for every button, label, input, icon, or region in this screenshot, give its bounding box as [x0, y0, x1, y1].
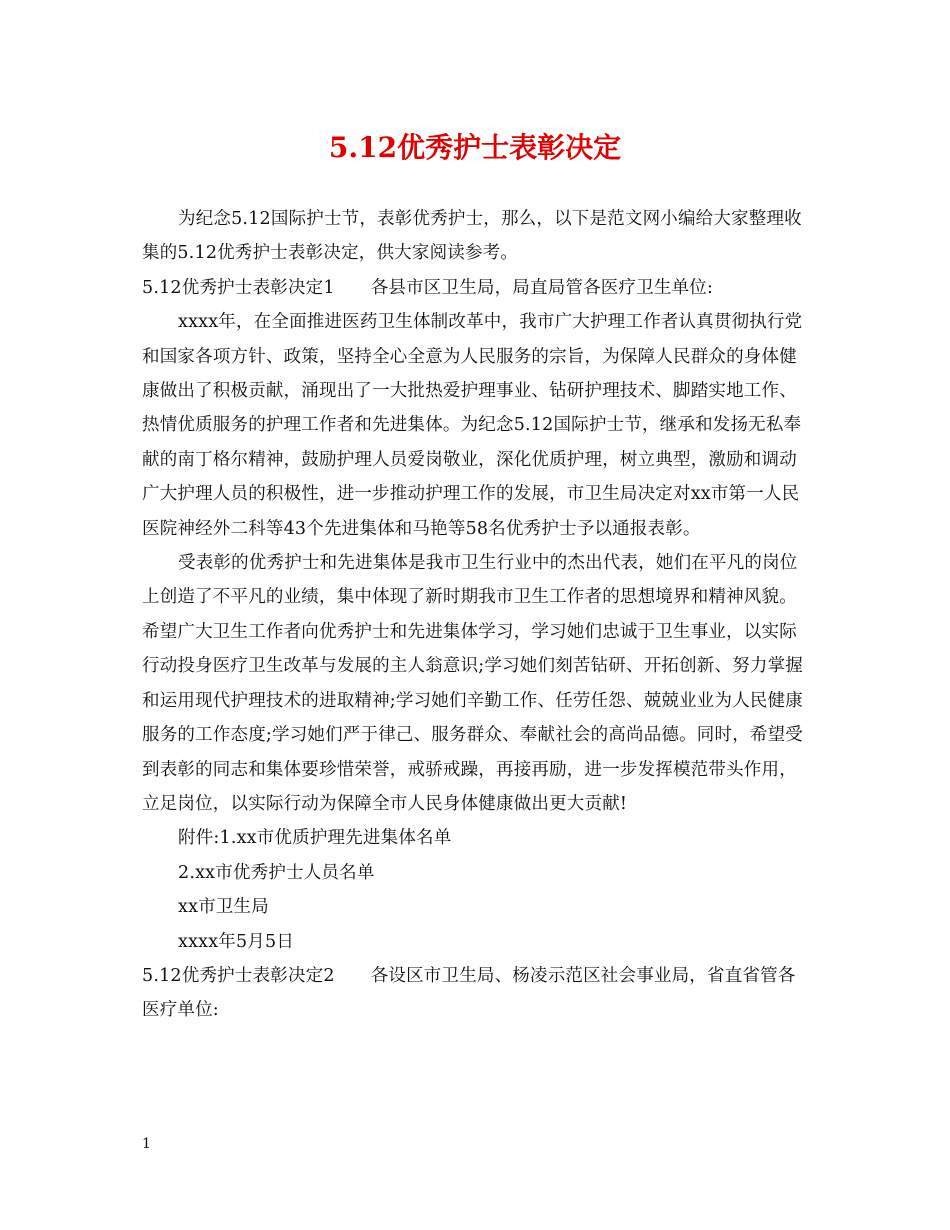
section-1-addressee: 各县市区卫生局，局直局管各医疗卫生单位:: [370, 277, 714, 298]
document-title: 5.12优秀护士表彰决定: [328, 131, 622, 164]
section-2-line: [142, 959, 810, 1028]
section-2-heading: 5.12优秀护士表彰决定2: [142, 965, 335, 986]
body-paragraph-1: xxxx年，在全面推进医药卫生体制改革中，我市广大护理工作者认真贯彻执行党和国家各项方针、政策，坚持全心全意为人民服务的宗旨，为保障人民群众的身体健康做出了积极贡献，涌现出了一大批热爱护理事业、钻研护理技术、脚踏实地工作、热情优质服务的护理工作者和先进集体。为纪念5.12国际护士节，继承和发扬无私奉献的南丁格尔精神，鼓励护理人员爱岗敬业，深化优质护理，树立典型，激励和调动广大护理人员的积极性，进一步推动护理工作的发展，市卫生局决定对xx市第一人民医院神经外二科等43个先进集体和马艳等58名优秀护士予以通报表彰。: [142, 312, 803, 539]
section-1-heading: 5.12优秀护士表彰决定1: [142, 277, 335, 298]
signature-issuer: xx市卫生局: [178, 897, 269, 918]
signature-date: xxxx年5月5日: [178, 931, 295, 952]
attachment-line-1: 附件:1.xx市优质护理先进集体名单: [178, 828, 452, 849]
attachment-line-2: 2.xx市优秀护士人员名单: [178, 862, 375, 883]
page-number: 1: [142, 1136, 151, 1152]
section-2-addressee: 各设区市卫生局、杨凌示范区社会事业局，省直省管各医疗单位:: [142, 965, 796, 1021]
section-1-line: [142, 271, 810, 305]
body-paragraph-2: 受表彰的优秀护士和先进集体是我市卫生行业中的杰出代表，她们在平凡的岗位上创造了不平凡的业绩，集中体现了新时期我市卫生工作者的思想境界和精神风貌。希望广大卫生工作者向优秀护士和先进集体学习，学习她们忠诚于卫生事业，以实际行动投身医疗卫生改革与发展的主人翁意识;学习她们刻苦钻研、开拓创新、努力掌握和运用现代护理技术的进取精神;学习她们辛勤工作、任劳任怨、兢兢业业为人民健康服务的工作态度;学习她们严于律己、服务群众、奉献社会的高尚品德。同时，希望受到表彰的同志和集体要珍惜荣誉，戒骄戒躁，再接再励，进一步发挥模范带头作用，立足岗位，以实际行动为保障全市人民身体健康做出更大贡献!: [142, 553, 803, 814]
document-body: [142, 202, 810, 1028]
intro-paragraph: 为纪念5.12国际护士节，表彰优秀护士，那么，以下是范文网小编给大家整理收集的5.12优秀护士表彰决定，供大家阅读参考。: [142, 209, 802, 264]
